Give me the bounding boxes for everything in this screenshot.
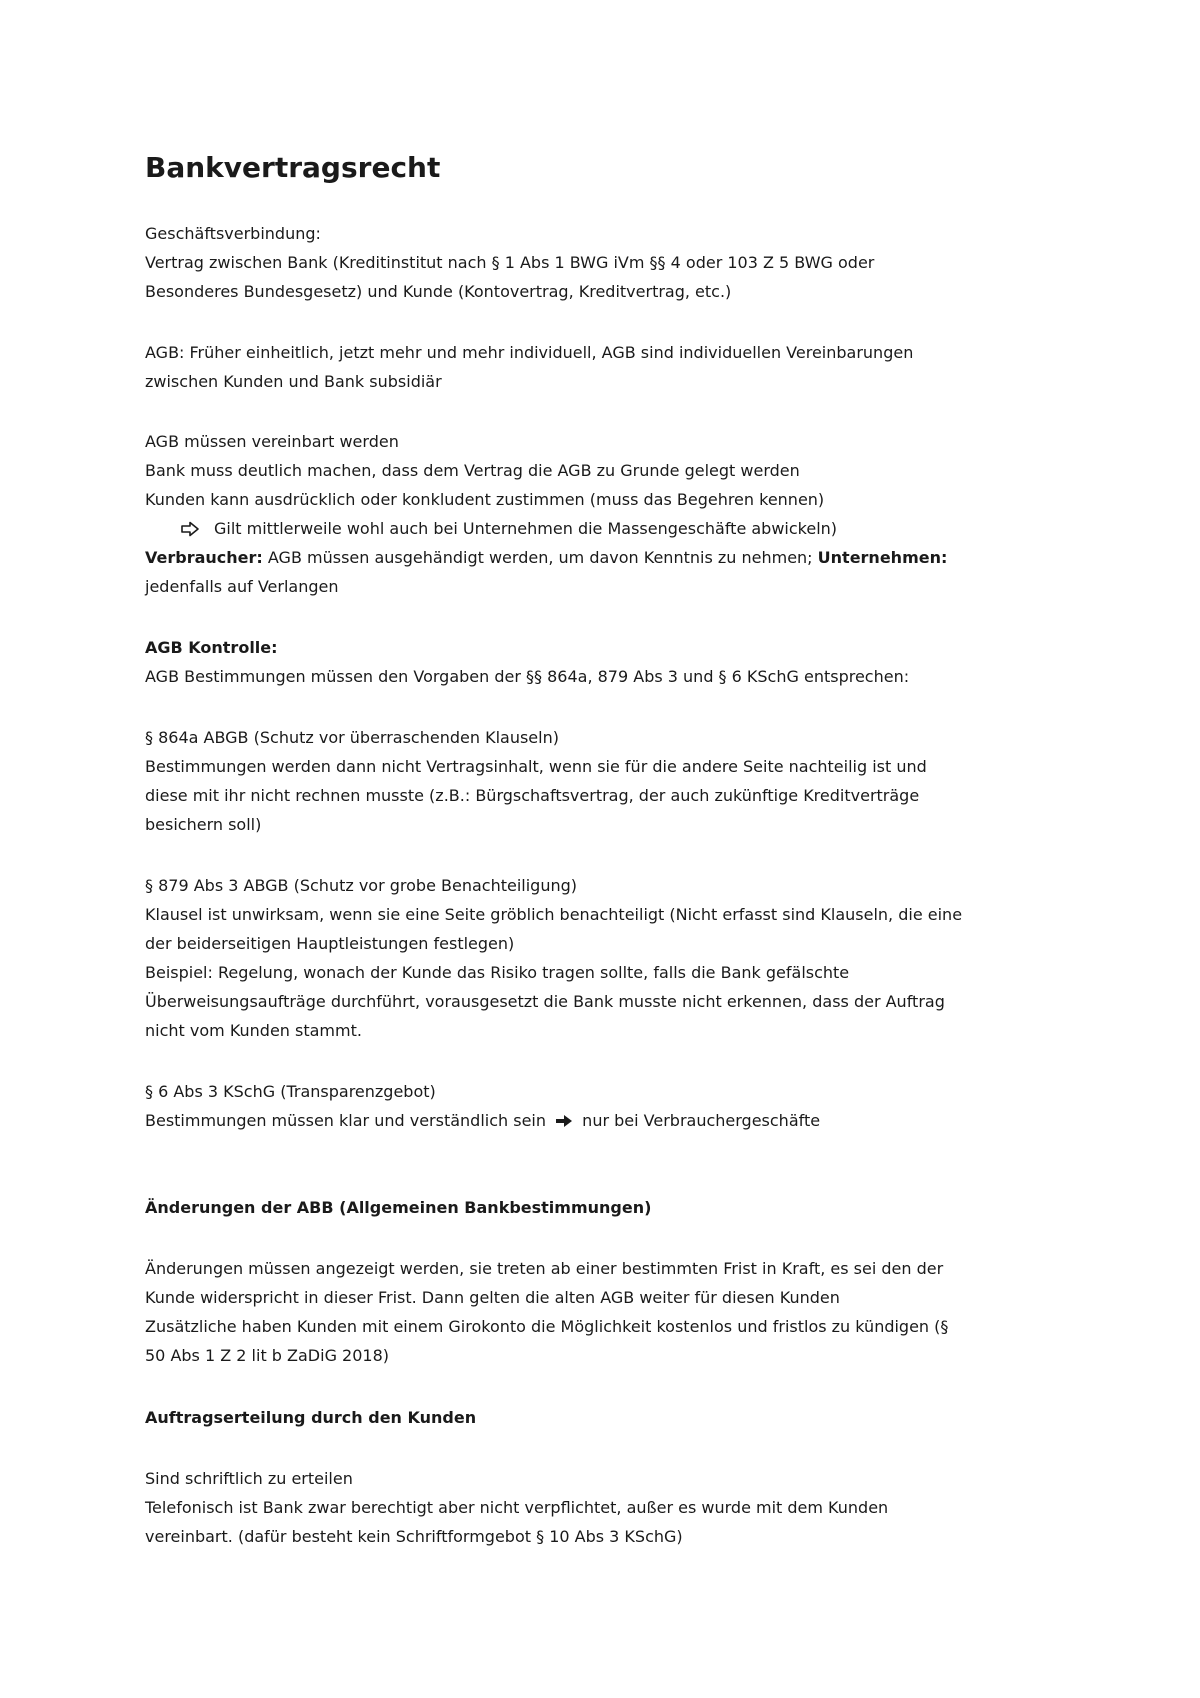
agb-kontrolle-line-1: AGB Bestimmungen müssen den Vorgaben der §§ 864a, 879 Abs 3 und § 6 KSchG entsprechen: <box>145 667 910 686</box>
section-879-line-3: Beispiel: Regelung, wonach der Kunde das Risiko tragen sollte, falls die Bank gefälschte <box>145 963 850 982</box>
agb-vereinbarung-line-2: Bank muss deutlich machen, dass dem Vertrag die AGB zu Grunde gelegt werden <box>145 461 800 480</box>
auftragserteilung-line-1: Sind schriftlich zu erteilen <box>145 1469 353 1488</box>
document-title: Bankvertragsrecht <box>145 151 441 184</box>
agb-intro-line-2: zwischen Kunden und Bank subsidiär <box>145 372 442 391</box>
solid-right-arrow-icon <box>555 1112 573 1136</box>
auftragserteilung-line-3: vereinbart. (dafür besteht kein Schriftformgebot § 10 Abs 3 KSchG) <box>145 1527 683 1546</box>
agb-arrow-item-text: Gilt mittlerweile wohl auch bei Unternehmen die Massengeschäfte abwickeln) <box>214 519 838 538</box>
section-879-line-2: der beiderseitigen Hauptleistungen festlegen) <box>145 934 515 953</box>
aenderungen-line-1: Änderungen müssen angezeigt werden, sie treten ab einer bestimmten Frist in Kraft, es sei den der <box>145 1259 944 1278</box>
section-879-line-5: nicht vom Kunden stammt. <box>145 1021 362 1040</box>
agb-vereinbarung-line-3: Kunden kann ausdrücklich oder konkludent zustimmen (muss das Begehren kennen) <box>145 490 825 509</box>
agb-vereinbarung-last-line: jedenfalls auf Verlangen <box>145 577 339 596</box>
agb-vereinbarung-line-1: AGB müssen vereinbart werden <box>145 432 399 451</box>
verbraucher-text: AGB müssen ausgehändigt werden, um davon Kenntnis zu nehmen; <box>262 548 818 567</box>
auftragserteilung-line-2: Telefonisch ist Bank zwar berechtigt aber nicht verpflichtet, außer es wurde mit dem Kunden <box>145 1498 889 1517</box>
geschaeftsverbindung-label: Geschäftsverbindung: <box>145 224 321 243</box>
agb-kontrolle-heading: AGB Kontrolle: <box>145 638 278 657</box>
geschaeftsverbindung-line-2: Besonderes Bundesgesetz) und Kunde (Kontovertrag, Kreditvertrag, etc.) <box>145 282 732 301</box>
section-864a-line-1: Bestimmungen werden dann nicht Vertragsinhalt, wenn sie für die andere Seite nachteilig ist und <box>145 757 927 776</box>
section-879-line-1: Klausel ist unwirksam, wenn sie eine Seite gröblich benachteiligt (Nicht erfasst sind Klauseln, die eine <box>145 905 963 924</box>
section-864a-line-3: besichern soll) <box>145 815 262 834</box>
agb-arrow-item <box>180 517 837 544</box>
hollow-right-arrow-icon <box>180 520 200 544</box>
section-6-line-1-part-2: nur bei Verbrauchergeschäfte <box>577 1111 821 1130</box>
verbraucher-label: Verbraucher: <box>145 548 263 567</box>
geschaeftsverbindung-line-1: Vertrag zwischen Bank (Kreditinstitut nach § 1 Abs 1 BWG iVm §§ 4 oder 103 Z 5 BWG oder <box>145 253 875 272</box>
aenderungen-heading: Änderungen der ABB (Allgemeinen Bankbestimmungen) <box>145 1198 652 1217</box>
aenderungen-line-4: 50 Abs 1 Z 2 lit b ZaDiG 2018) <box>145 1346 390 1365</box>
section-879-line-4: Überweisungsaufträge durchführt, vorausgesetzt die Bank musste nicht erkennen, dass der Auftrag <box>145 992 945 1011</box>
section-879-heading: § 879 Abs 3 ABGB (Schutz vor grobe Benachteiligung) <box>145 876 578 895</box>
section-6-heading: § 6 Abs 3 KSchG (Transparenzgebot) <box>145 1082 436 1101</box>
unternehmen-label: Unternehmen: <box>817 548 948 567</box>
section-864a-line-2: diese mit ihr nicht rechnen musste (z.B.: Bürgschaftsvertrag, der auch zukünftige Kreditverträge <box>145 786 920 805</box>
aenderungen-line-3: Zusätzliche haben Kunden mit einem Girokonto die Möglichkeit kostenlos und fristlos zu kündigen (§ <box>145 1317 949 1336</box>
section-6-line-1-part-1: Bestimmungen müssen klar und verständlich sein <box>145 1111 552 1130</box>
section-864a-heading: § 864a ABGB (Schutz vor überraschenden Klauseln) <box>145 728 559 747</box>
verbraucher-line <box>145 546 947 570</box>
agb-intro-line-1: AGB: Früher einheitlich, jetzt mehr und mehr individuell, AGB sind individuellen Vereinbarungen <box>145 343 914 362</box>
auftragserteilung-heading: Auftragserteilung durch den Kunden <box>145 1408 477 1427</box>
section-6-line-1 <box>145 1109 820 1136</box>
aenderungen-line-2: Kunde widerspricht in dieser Frist. Dann gelten die alten AGB weiter für diesen Kunden <box>145 1288 840 1307</box>
